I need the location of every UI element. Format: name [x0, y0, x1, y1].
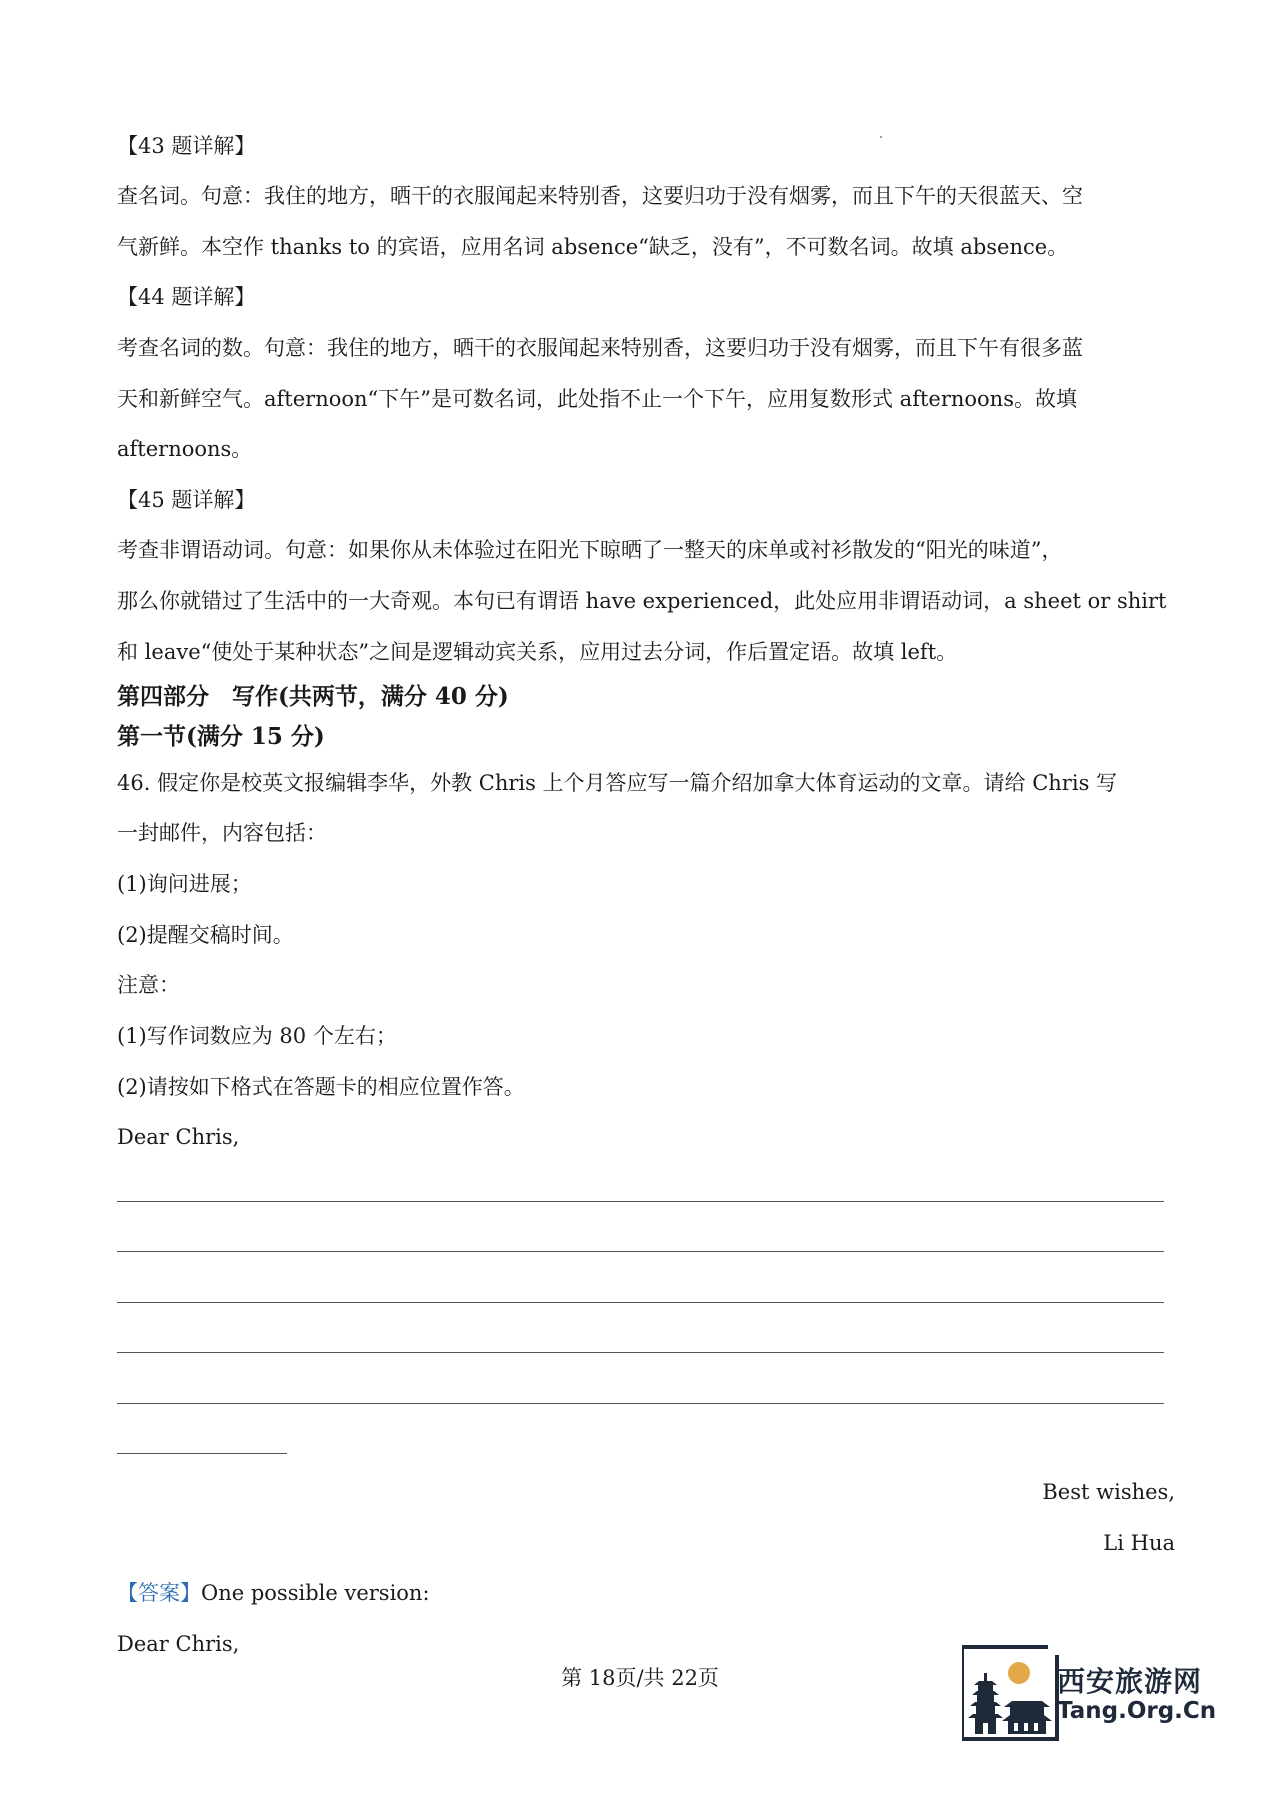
- letter-signature: Li Hua: [1103, 1531, 1175, 1555]
- q44-heading: 【44 题详解】: [117, 285, 256, 309]
- page-number: 第 18页/共 22页: [561, 1666, 719, 1690]
- q45-line-2: 那么你就错过了生活中的一大奇观。本句已有谓语 have experienced，此处应用非谓语动词，a sheet or shirt: [117, 589, 1167, 613]
- logo-text-en: Tang.Org.Cn: [1057, 1698, 1217, 1724]
- writing-line: [117, 1403, 1164, 1404]
- writing-line: [117, 1352, 1164, 1353]
- q46-line-1: 46. 假定你是校英文报编辑李华，外教 Chris 上个月答应写一篇介绍加拿大体育运动的文章。请给 Chris 写: [117, 771, 1118, 795]
- letter-greeting: Dear Chris,: [117, 1125, 240, 1149]
- writing-line: [117, 1302, 1164, 1303]
- answer-tag: 【答案】: [117, 1581, 201, 1605]
- q45-line-3: 和 leave“使处于某种状态”之间是逻辑动宾关系，应用过去分词，作后置定语。故填 left。: [117, 640, 958, 664]
- q45-line-1: 考查非谓语动词。句意：如果你从未体验过在阳光下晾晒了一整天的床单或衬衫散发的“阳光的味道”，: [117, 538, 1063, 562]
- part4-title: 第四部分 写作(共两节，满分 40 分): [117, 683, 509, 710]
- section1-title: 第一节(满分 15 分): [117, 723, 325, 750]
- letter-closing: Best wishes,: [1042, 1480, 1175, 1504]
- answer-line: [117, 1578, 1167, 1608]
- q44-line-3: afternoons。: [117, 437, 253, 461]
- q45-heading: 【45 题详解】: [117, 488, 256, 512]
- q43-line-1: 查名词。句意：我住的地方，晒干的衣服闻起来特别香，这要归功于没有烟雾，而且下午的天很蓝天、空: [117, 184, 1083, 208]
- q46-line-2: 一封邮件，内容包括：: [117, 821, 327, 845]
- q46-note-2: (2)请按如下格式在答题卡的相应位置作答。: [117, 1075, 525, 1099]
- logo-text-cn: 西安旅游网: [1057, 1665, 1203, 1698]
- q44-line-2: 天和新鲜空气。afternoon“下午”是可数名词，此处指不止一个下午，应用复数形式 afternoons。故填: [117, 387, 1077, 411]
- writing-line-short: [117, 1453, 287, 1454]
- writing-line: [117, 1201, 1164, 1202]
- q44-line-1: 考查名词的数。句意：我住的地方，晒干的衣服闻起来特别香，这要归功于没有烟雾，而且下午有很多蓝: [117, 336, 1083, 360]
- answer-text: One possible version:: [201, 1581, 430, 1605]
- q43-heading: 【43 题详解】: [117, 134, 256, 158]
- q46-item-1: (1)询问进展；: [117, 872, 252, 896]
- q46-item-2: (2)提醒交稿时间。: [117, 923, 294, 947]
- answer-greeting: Dear Chris,: [117, 1632, 240, 1656]
- q46-note-1: (1)写作词数应为 80 个左右；: [117, 1024, 397, 1048]
- writing-line: [117, 1251, 1164, 1252]
- q43-line-2: 气新鲜。本空作 thanks to 的宾语，应用名词 absence“缺乏，没有”，不可数名词。故填 absence。: [117, 235, 1069, 259]
- q46-note: 注意：: [117, 973, 180, 997]
